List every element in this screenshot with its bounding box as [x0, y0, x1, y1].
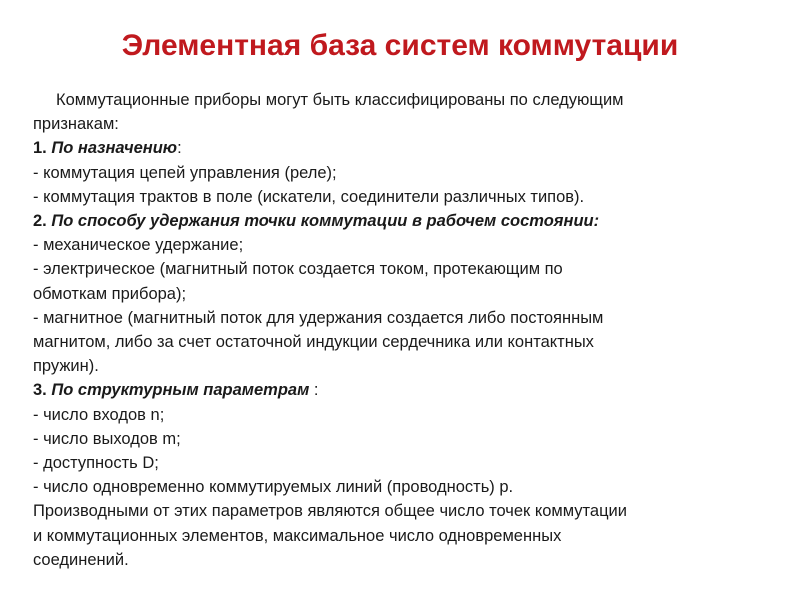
list-item-continuation: пружин). [33, 357, 99, 376]
list-item: - число входов n; [33, 405, 165, 424]
intro-line-2: признакам: [33, 115, 119, 134]
section-3-title: По структурным параметрам [51, 381, 310, 400]
section-3-number: 3. [33, 381, 52, 400]
conclusion-line: и коммутационных элементов, максимальное число одновременных [33, 526, 562, 545]
conclusion-line: Производными от этих параметров являются общее число точек коммутации [33, 502, 627, 521]
list-item: - доступность D; [33, 454, 159, 473]
list-item-continuation: магнитом, либо за счет остаточной индукции сердечника или контактных [33, 333, 594, 352]
section-3-heading [33, 378, 763, 402]
section-2-heading [33, 209, 763, 233]
intro-line-1: Коммутационные приборы могут быть классифицированы по следующим [56, 91, 624, 109]
list-item: - электрическое (магнитный поток создается током, протекающим по [33, 260, 563, 279]
list-item: - число выходов m; [33, 429, 181, 448]
conclusion-line: соединений. [33, 550, 129, 569]
list-item-continuation: обмоткам прибора); [33, 284, 187, 303]
section-1-heading [33, 136, 763, 160]
slide-body [33, 88, 763, 572]
section-1-suffix: : [177, 139, 182, 158]
section-1-title: По назначению [51, 139, 178, 158]
list-item: - число одновременно коммутируемых линий (проводность) p. [33, 478, 514, 497]
list-item: - механическое удержание; [33, 236, 244, 255]
section-1-number: 1. [33, 139, 52, 158]
slide-title: Элементная база систем коммутации [121, 29, 679, 62]
section-3-suffix: : [309, 381, 319, 400]
list-item: - коммутация трактов в поле (искатели, соединители различных типов). [33, 187, 585, 206]
section-2-number: 2. [33, 212, 52, 231]
section-2-title: По способу удержания точки коммутации в рабочем состоянии: [51, 212, 600, 231]
list-item: - магнитное (магнитный поток для удержания создается либо постоянным [33, 308, 604, 327]
list-item: - коммутация цепей управления (реле); [33, 163, 337, 182]
